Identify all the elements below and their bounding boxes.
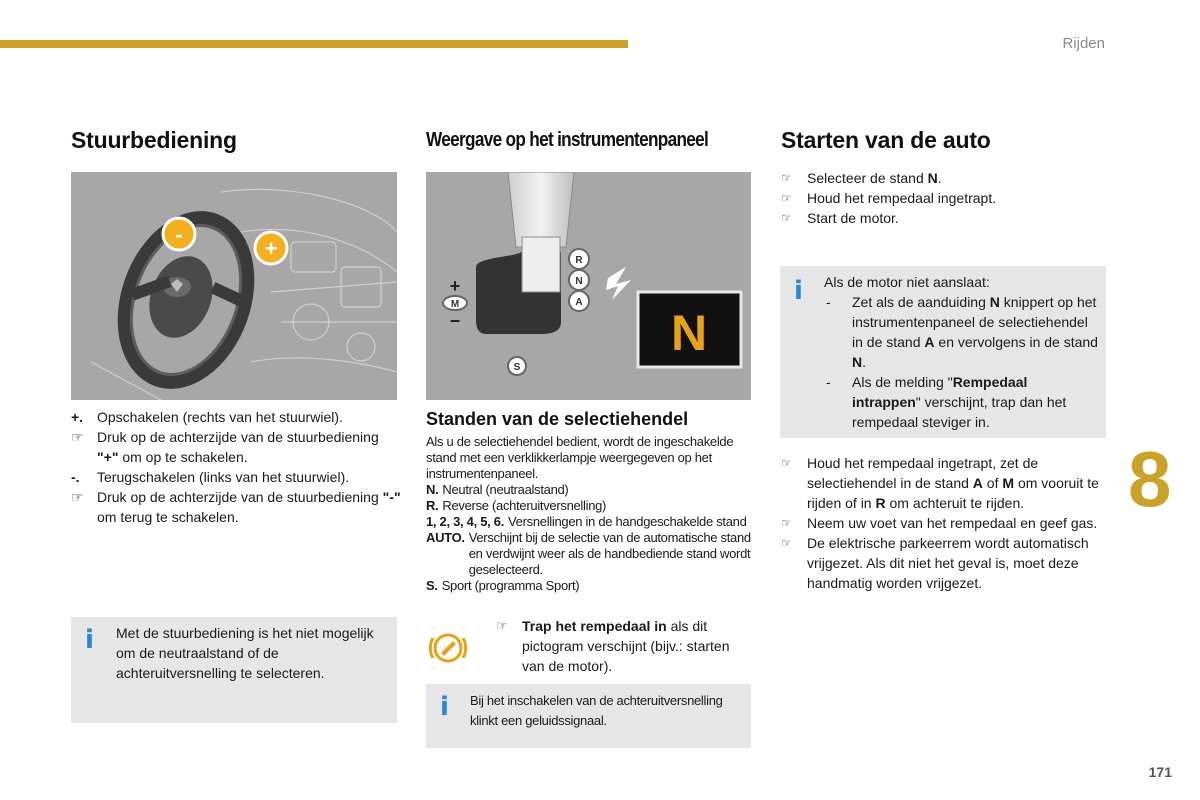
- step-item: ☞ Houd het rempedaal ingetrapt.: [781, 190, 997, 206]
- s-label: S: [513, 362, 521, 373]
- list-text: Druk op de achterzijde van de stuurbediening "-" om terug te schakelen.: [97, 489, 401, 525]
- a-label: A: [575, 297, 583, 308]
- col3-steps2: [781, 453, 1106, 593]
- col2-body: [426, 434, 756, 594]
- plus-badge-text: +: [264, 236, 278, 261]
- step-item: ☞ Houd het rempedaal ingetrapt, zet de selectiehendel in de stand A of M om vooruit te rijden of in R om achteruit te rijden.: [781, 455, 1099, 511]
- col1-list: [71, 407, 401, 527]
- list-text: Druk op de achterzijde van de stuurbediening "+" om op te schakelen.: [97, 429, 379, 465]
- m-label: M: [450, 299, 460, 310]
- col2-subtitle: Standen van de selectiehendel: [426, 409, 689, 429]
- steering-wheel-drawing: [71, 172, 397, 400]
- list-marker: -.: [71, 469, 80, 485]
- r-label: R: [575, 255, 583, 266]
- col2-title: Weergave op het instrumentenpaneel: [426, 129, 709, 151]
- definition-key: N.: [426, 482, 439, 497]
- minus-badge-text: -: [175, 222, 183, 247]
- info-icon: i: [794, 276, 803, 306]
- pointer-icon: ☞: [781, 191, 792, 205]
- dash-marker: -: [826, 374, 831, 390]
- n-label: N: [575, 276, 583, 287]
- info-list-item: - Als de melding "Rempedaal intrappen" verschijnt, trap dan het rempedaal steviger in.: [826, 374, 1067, 430]
- list-item: [71, 467, 401, 487]
- pointer-icon: ☞: [496, 618, 508, 633]
- gear-selector-illustration: [426, 172, 751, 400]
- definition-item: [426, 514, 756, 530]
- list-text: Terugschakelen (links van het stuurwiel).: [97, 469, 350, 485]
- definition-text: Sport (programma Sport): [441, 578, 580, 593]
- step-item: ☞ Start de motor.: [781, 210, 899, 226]
- list-item: [71, 427, 401, 467]
- brake-pedal-warning-icon: [428, 628, 468, 668]
- definition-text: Neutral (neutraalstand): [442, 482, 569, 497]
- list-item: [71, 407, 401, 427]
- display-letter: N: [670, 305, 708, 361]
- definition-item: [426, 482, 756, 498]
- col1-title: Stuurbediening: [71, 127, 237, 153]
- col1-info-box: [71, 617, 397, 723]
- definition-text: Verschijnt bij de selectie van de automatische stand en verdwijnt weer als de handbediende stand wordt geselecteerd.: [468, 530, 751, 577]
- definition-text: Reverse (achteruitversnelling): [442, 498, 607, 513]
- info-text: Bij het inschakelen van de achteruitversnelling klinkt een geluidssignaal.: [470, 693, 723, 728]
- definition-item: [426, 578, 756, 594]
- page-number: 171: [1148, 764, 1172, 780]
- col3-info-box: [780, 266, 1106, 438]
- definition-text: Versnellingen in de handgeschakelde stand: [508, 514, 747, 529]
- minus-label: −: [449, 311, 461, 331]
- col3-title: Starten van de auto: [781, 127, 991, 153]
- col3-steps: [781, 168, 1106, 228]
- info-text: Met de stuurbediening is het niet mogelijk om de neutraalstand of de achteruitversnelling te selecteren.: [116, 625, 374, 681]
- list-text: Opschakelen (rechts van het stuurwiel).: [97, 409, 343, 425]
- pointer-icon: ☞: [781, 211, 792, 225]
- plus-label: +: [449, 276, 461, 296]
- definition-key: AUTO.: [426, 530, 465, 545]
- pointer-icon: ☞: [781, 536, 792, 550]
- pointer-icon: ☞: [781, 171, 792, 185]
- info-icon: i: [440, 692, 449, 722]
- definition-key: 1, 2, 3, 4, 5, 6.: [426, 514, 505, 529]
- list-item: [71, 487, 401, 527]
- info-icon: i: [85, 625, 94, 655]
- pedal-note: [496, 616, 746, 676]
- col2-info-box: [426, 684, 751, 748]
- definition-key: R.: [426, 498, 439, 513]
- step-item: ☞ Neem uw voet van het rempedaal en geef gas.: [781, 515, 1098, 531]
- definition-key: S.: [426, 578, 438, 593]
- list-marker: +.: [71, 409, 84, 425]
- definition-item: [426, 498, 756, 514]
- chapter-number: 8: [1128, 435, 1172, 523]
- pointer-icon: ☞: [781, 456, 792, 470]
- pointer-icon: ☞: [781, 516, 792, 530]
- gear-selector-drawing: [426, 172, 751, 400]
- header-accent-bar: [0, 40, 628, 48]
- pointer-icon: ☞: [71, 429, 84, 445]
- info-intro: Als de motor niet aanslaat:: [824, 274, 990, 290]
- steering-wheel-illustration: [71, 172, 397, 400]
- info-content: [824, 272, 1099, 432]
- pointer-icon: ☞: [71, 489, 84, 505]
- step-item: ☞ Selecteer de stand N.: [781, 170, 942, 186]
- info-list-item: - Zet als de aanduiding N knippert op het instrumentenpaneel de selectiehendel in de stand A en vervolgens in de stand N.: [826, 294, 1098, 370]
- intro-text: Als u de selectiehendel bedient, wordt de ingeschakelde stand met een verklikkerlampje weergegeven op het instrumentenpaneel.: [426, 434, 734, 481]
- section-label: Rijden: [1062, 35, 1105, 52]
- definition-item: [426, 530, 756, 578]
- pedal-note-text: Trap het rempedaal in als dit pictogram verschijnt (bijv.: starten van de motor).: [522, 618, 730, 674]
- step-item: ☞ De elektrische parkeerrem wordt automatisch vrijgezet. Als dit niet het geval is, moet deze handmatig worden vrijgezet.: [781, 535, 1089, 591]
- dash-marker: -: [826, 294, 831, 310]
